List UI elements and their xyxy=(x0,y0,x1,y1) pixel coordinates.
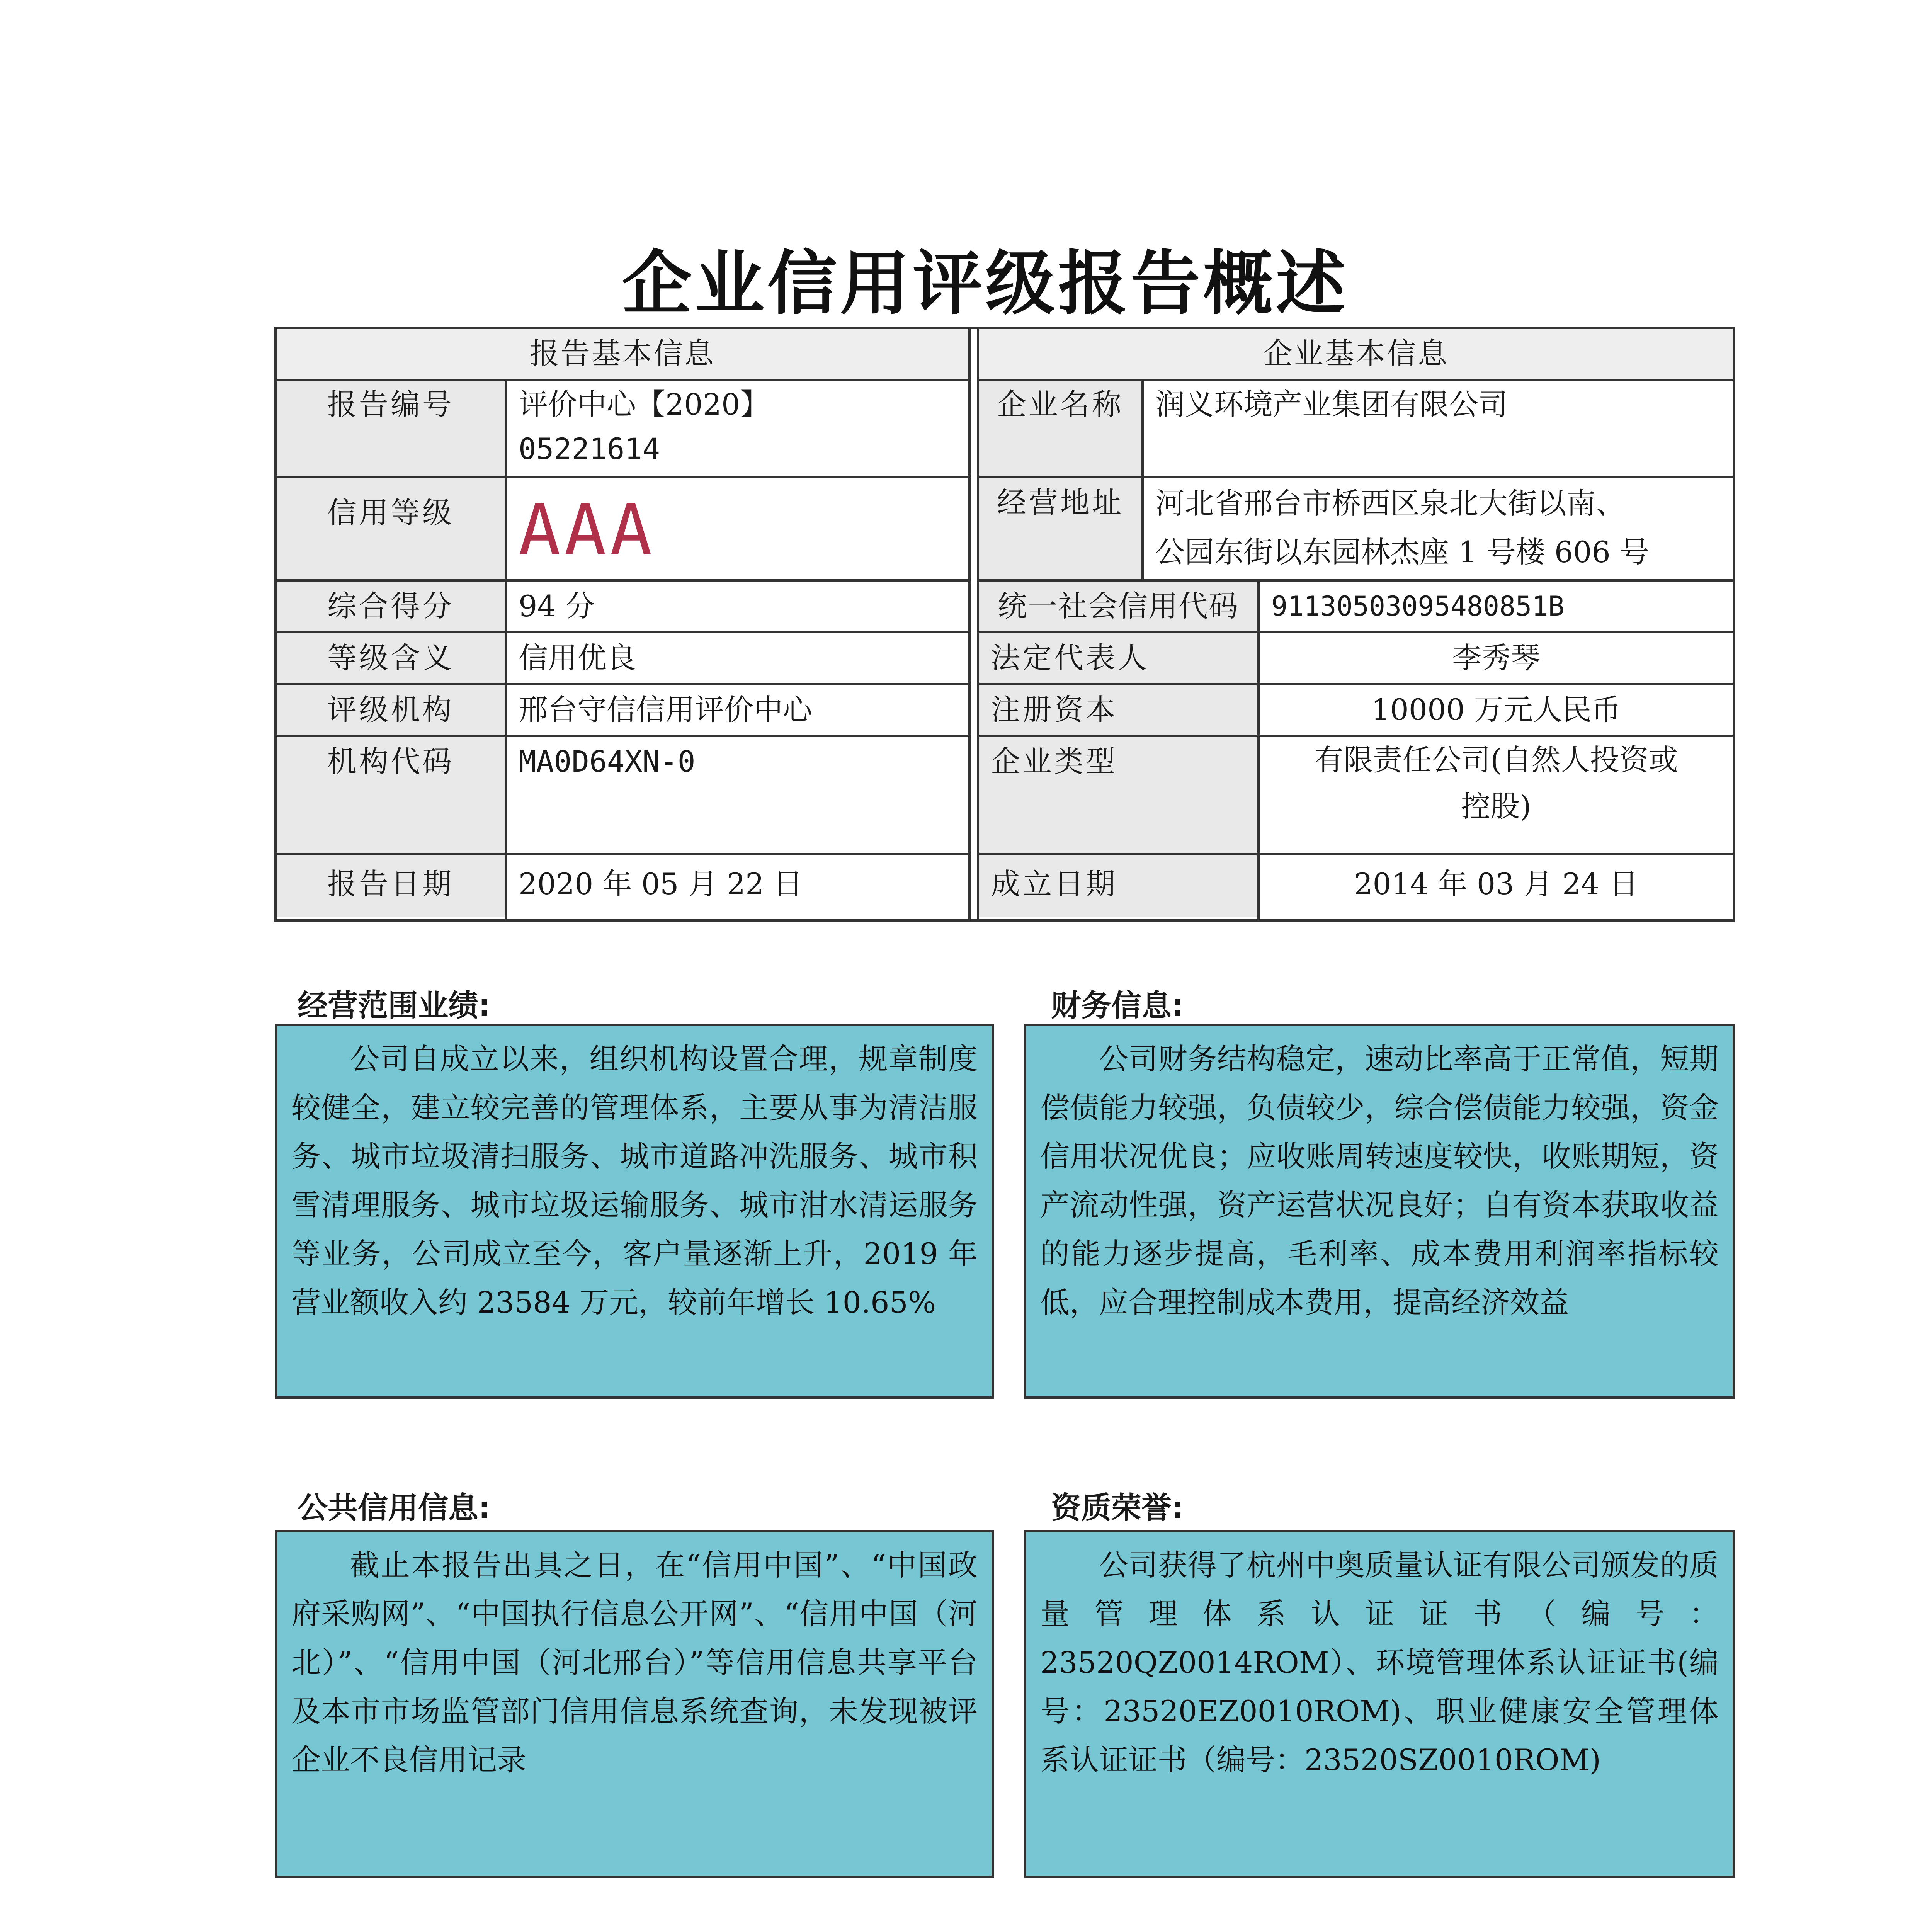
page-title: 企业信用评级报告概述 xyxy=(622,243,1349,324)
finance-text: 公司财务结构稳定，速动比率高于正常值，短期偿债能力较强，负债较少，综合偿债能力较强，资金信用状况优良；应收账周转速度较快，收账期短，资产流动性强，资产运营状况良好；自有资本获取收益的能力逐步提高，毛利率、成本费用利润率指标较低，应合理控制成本费用，提高经济效益 xyxy=(1040,1042,1719,1320)
grid-line xyxy=(1141,379,1144,580)
honors-box xyxy=(1024,1530,1735,1878)
grid-line xyxy=(979,735,1733,737)
company-info-table xyxy=(979,329,1733,919)
value-address-line1: 河北省邢台市桥西区泉北大街以南、 xyxy=(1155,486,1625,520)
grid-line xyxy=(505,379,507,919)
grid-line xyxy=(979,683,1733,685)
public-credit-text: 截止本报告出具之日，在“信用中国”、“中国政府采购网”、“中国执行信息公开网”、“信用中国（河北）”、“信用中国（河北邢台）”等信用信息共享平台及本市市场监管部门信用信息系统查询，未发现被评企业不良信用记录 xyxy=(291,1548,978,1777)
value-agency-code: MA0D64XN-0 xyxy=(519,744,696,779)
finance-heading: 财务信息: xyxy=(1051,988,1184,1023)
grid-line xyxy=(979,476,1733,478)
grid-line xyxy=(1257,579,1260,919)
value-company-name: 润义环境产业集团有限公司 xyxy=(1155,387,1508,422)
grid-line xyxy=(979,579,1733,582)
value-report-number-line2: 05221614 xyxy=(519,432,660,466)
label-report-date: 报告日期 xyxy=(277,855,505,917)
grid-line xyxy=(277,579,968,582)
label-company-name: 企业名称 xyxy=(979,381,1141,476)
grid-line xyxy=(277,631,968,633)
value-company-type xyxy=(1260,737,1733,853)
value-score: 94 分 xyxy=(519,589,595,623)
label-legal-rep: 法定代表人 xyxy=(979,633,1257,683)
grid-line xyxy=(277,853,968,855)
value-report-date: 2020 年 05 月 22 日 xyxy=(519,867,803,901)
grid-line xyxy=(979,379,1733,381)
label-report-number: 报告编号 xyxy=(277,381,505,476)
public-credit-heading: 公共信用信息: xyxy=(298,1491,491,1526)
label-credit-code: 统一社会信用代码 xyxy=(979,582,1257,631)
grid-line xyxy=(277,379,968,381)
label-established-date: 成立日期 xyxy=(979,855,1257,917)
label-rating-agency: 评级机构 xyxy=(277,685,505,735)
table-divider xyxy=(968,329,971,919)
grid-line xyxy=(979,853,1733,855)
report-info-table xyxy=(277,329,968,919)
value-address-line2: 公园东街以东园林杰座 1 号楼 606 号 xyxy=(1155,535,1650,569)
business-heading: 经营范围业绩: xyxy=(298,988,491,1023)
honors-text: 公司获得了杭州中奥质量认证有限公司颁发的质量管理体系认证证书（编号：23520QZ0014ROM）、环境管理体系认证证书(编号：23520EZ0010ROM)、职业健康安全管理体系认证证书（编号：23520SZ0010ROM) xyxy=(1040,1548,1719,1777)
label-registered-capital: 注册资本 xyxy=(979,685,1257,735)
value-grade-meaning: 信用优良 xyxy=(519,641,636,675)
business-text: 公司自成立以来，组织机构设置合理，规章制度较健全，建立较完善的管理体系，主要从事为清洁服务、城市垃圾清扫服务、城市道路冲洗服务、城市积雪清理服务、城市垃圾运输服务、城市泔水清运服务等业务，公司成立至今，客户量逐渐上升，2019 年营业额收入约 23584 万元，较前年增长 10.65% xyxy=(291,1042,978,1320)
value-rating-agency: 邢台守信信用评价中心 xyxy=(519,692,812,727)
honors-heading: 资质荣誉: xyxy=(1051,1491,1184,1526)
business-box xyxy=(275,1024,994,1399)
public-credit-box xyxy=(275,1530,994,1878)
finance-box xyxy=(1024,1024,1735,1399)
company-info-header: 企业基本信息 xyxy=(979,329,1733,379)
grid-line xyxy=(277,735,968,737)
value-registered-capital: 10000 万元人民币 xyxy=(1371,692,1621,727)
value-address xyxy=(1144,478,1733,579)
grid-line xyxy=(979,631,1733,633)
label-company-type: 企业类型 xyxy=(979,737,1257,853)
value-report-number-line1: 评价中心【2020】 xyxy=(519,387,770,422)
value-legal-rep: 李秀琴 xyxy=(1452,641,1540,675)
grid-line xyxy=(277,683,968,685)
label-grade-meaning: 等级含义 xyxy=(277,633,505,683)
grid-line xyxy=(277,476,968,478)
label-score: 综合得分 xyxy=(277,582,505,631)
value-company-type-line2: 控股) xyxy=(1461,789,1531,823)
report-info-header: 报告基本信息 xyxy=(277,329,968,379)
label-credit-grade: 信用等级 xyxy=(277,478,505,579)
value-established-date: 2014 年 03 月 24 日 xyxy=(1354,867,1638,901)
value-company-type-line1: 有限责任公司(自然人投资或 xyxy=(1314,743,1678,777)
label-agency-code: 机构代码 xyxy=(277,737,505,853)
value-credit-code: 91130503095480851B xyxy=(1271,590,1565,622)
label-address: 经营地址 xyxy=(979,478,1141,579)
value-report-number xyxy=(507,381,967,476)
value-credit-grade: AAA xyxy=(519,490,656,570)
